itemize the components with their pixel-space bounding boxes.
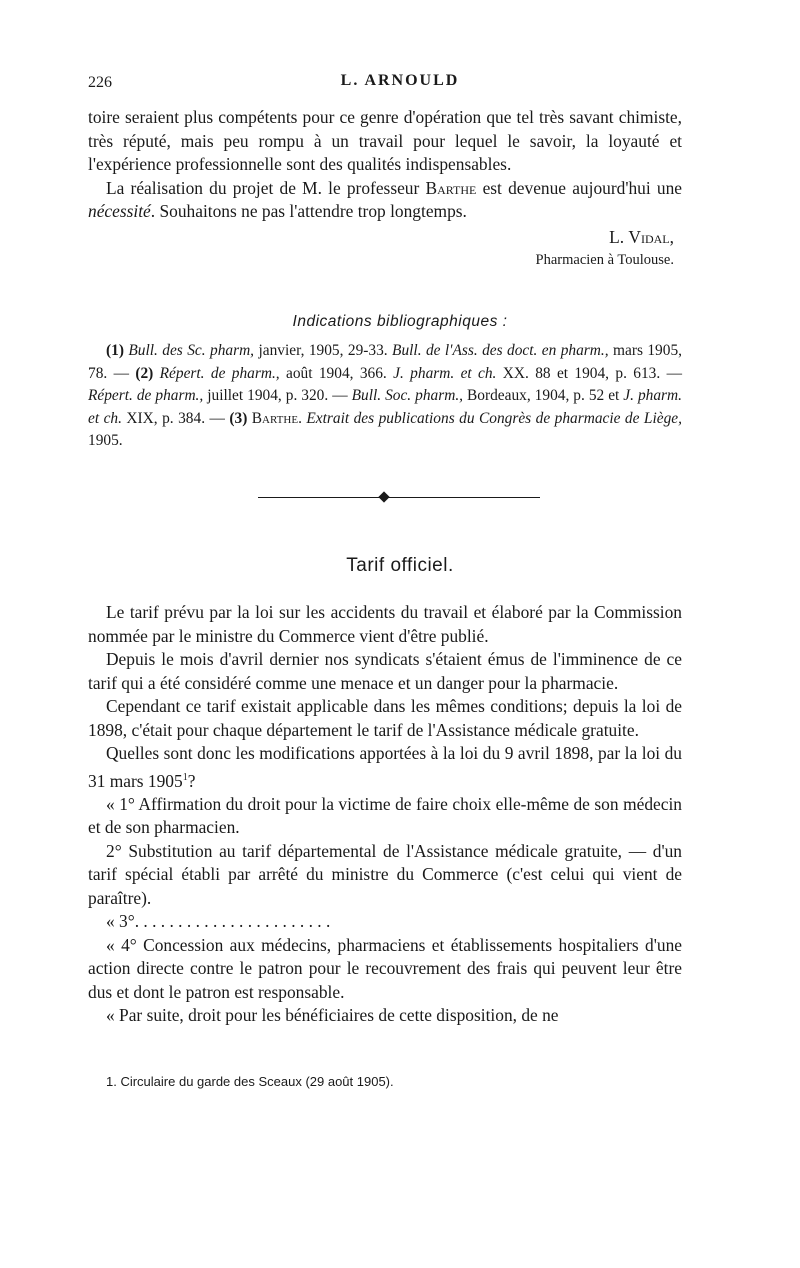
intro-text <box>88 106 682 273</box>
paragraph-5: « 1° Affirmation du droit pour la victime de faire choix elle-même de son médecin et de son pharmacien. <box>88 793 682 838</box>
paragraph-8: « 4° Concession aux médecins, pharmaciens et établissements hospitaliers d'une action directe contre le patron pour le recouvrement des frais qui peuvent leur être dus et dont le patron est responsable. <box>88 934 682 1002</box>
bibliography-entries: (1) Bull. des Sc. pharm, janvier, 1905, 29-33. Bull. de l'Ass. des doct. en pharm., mars 1905, 78. — (2) Répert. de pharm., août 1904, 366. J. pharm. et ch. XX. 88 et 1904, p. 613. — Répert. de pharm., juillet 1904, p. 320. — Bull. Soc. pharm., Bordeaux, 1904, p. 52 et J. pharm. et ch. XIX, p. 384. — (3) Barthe. Extrait des publications du Congrès de pharmacie de Liège, 1905. <box>88 342 682 449</box>
paragraph-7: « 3°. . . . . . . . . . . . . . . . . . . . . . . <box>106 911 331 932</box>
bibliography <box>88 340 682 453</box>
signature-name: L. Vidal, <box>609 226 674 247</box>
footnote: 1. Circulaire du garde des Sceaux (29 août 1905). <box>106 1074 394 1089</box>
bibliography-title: Indications bibliographiques : <box>292 313 508 330</box>
paragraph-1: Le tarif prévu par la loi sur les accidents du travail et élaboré par la Commission nommée par le ministre du Commerce vient d'être publié. <box>88 602 682 646</box>
running-head: L. ARNOULD <box>340 72 460 89</box>
section-title: Tarif officiel. <box>346 555 454 576</box>
intro-paragraph-2: La réalisation du projet de M. le professeur Barthe est devenue aujourd'hui une nécessité. Souhaitons ne pas l'attendre trop longtemps. <box>88 177 682 221</box>
paragraph-6: 2° Substitution au tarif départemental de l'Assistance médicale gratuite, — d'un tarif spécial établi par arrêté du ministre du Commerce (c'est celui qui vient de paraître). <box>88 840 682 908</box>
main-text <box>88 601 682 1028</box>
author-name-barthe: Barthe <box>425 177 477 198</box>
separator-line <box>258 497 540 498</box>
footnote-marker: 1 <box>182 771 188 783</box>
signature-place: Pharmacien à Toulouse. <box>535 252 674 268</box>
paragraph-3: Cependant ce tarif existait applicable dans les mêmes conditions; depuis la loi de 1898, c'était pour chaque département le tarif de l'Assistance médicale gratuite. <box>88 696 682 740</box>
paragraph-9: « Par suite, droit pour les bénéficiaires de cette disposition, de ne <box>106 1005 559 1026</box>
intro-paragraph-1: toire seraient plus compétents pour ce genre d'opération que tel très savant chimiste, très réputé, mais peu rompu à un travail pour lequel le savoir, la loyauté et l'expérience professionnelle sont des qualités indispensables. <box>88 107 682 174</box>
page-number: 226 <box>88 74 112 91</box>
paragraph-4: Quelles sont donc les modifications apportées à la loi du 9 avril 1898, par la loi du 31 mars 1905$^1$? <box>88 743 682 791</box>
diamond-ornament-icon <box>378 491 389 502</box>
signature-block <box>88 226 674 273</box>
paragraph-2: Depuis le mois d'avril dernier nos syndicats s'étaient émus de l'imminence de ce tarif qui a été considéré comme une menace et un danger pour la pharmacie. <box>88 649 682 693</box>
